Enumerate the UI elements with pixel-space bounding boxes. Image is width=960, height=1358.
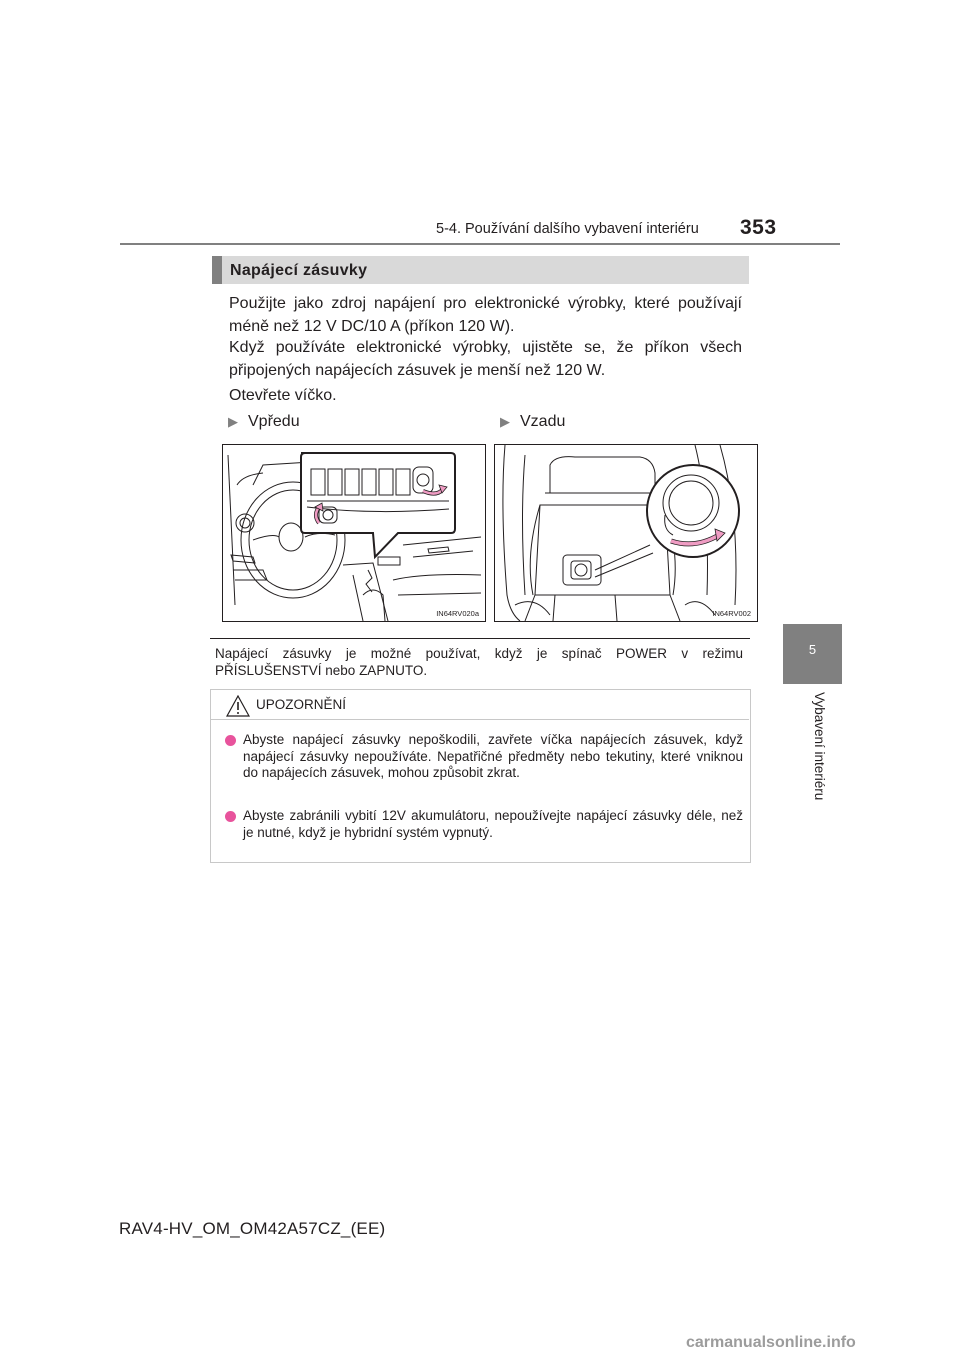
chapter-tab-label: Vybavení interiéru xyxy=(812,692,827,801)
header-rule xyxy=(120,243,840,245)
watermark[interactable]: carmanualsonline.info xyxy=(686,1334,856,1351)
body-paragraph-3: Otevřete víčko. xyxy=(229,387,337,404)
footer-model-code: RAV4-HV_OM_OM42A57CZ_(EE) xyxy=(119,1219,386,1238)
dashboard-illustration xyxy=(223,445,485,621)
body-paragraph-2: Když používáte elektronické výrobky, ujistěte se, že příkon všech připojených napájecích zásuvek je menší než 120 W. xyxy=(229,339,742,379)
page-number: 353 xyxy=(740,216,777,239)
triangle-right-icon: ▶ xyxy=(228,414,238,429)
note-rule xyxy=(210,638,750,639)
figure-label-front-text: Vpředu xyxy=(248,413,300,430)
figure-label-front xyxy=(228,413,300,431)
rear-console-illustration xyxy=(495,445,757,621)
header-section-title: 5-4. Používání dalšího vybavení interiéru xyxy=(436,221,699,237)
figure-code-rear: IN64RV002 xyxy=(712,609,751,618)
warning-header-rule xyxy=(211,719,749,720)
bullet-icon xyxy=(225,735,236,746)
note-text: Napájecí zásuvky je možné používat, když je spínač POWER v režimu PŘÍSLUŠENSTVÍ nebo ZAPNUTO. xyxy=(215,646,743,678)
chapter-tab-number: 5 xyxy=(808,642,817,657)
figure-label-rear-text: Vzadu xyxy=(520,413,566,430)
warning-triangle-icon xyxy=(226,695,250,722)
warning-item-2-text: Abyste zabránili vybití 12V akumulátoru, nepoužívejte napájecí zásuvky déle, než je nutné, když je hybridní systém vypnutý. xyxy=(243,808,743,840)
warning-title: UPOZORNĚNÍ xyxy=(256,697,347,712)
warning-item-1-text: Abyste napájecí zásuvky nepoškodili, zavřete víčka napájecích zásuvek, když napájecí zásuvky nepoužíváte. Nepatřičné předměty nebo tekutiny, které vniknou do napájecích zásuvek, mohou způsobit zkrat. xyxy=(243,732,743,780)
warning-item-1 xyxy=(225,732,743,782)
section-title: Napájecí zásuvky xyxy=(230,262,368,279)
bullet-icon xyxy=(225,811,236,822)
figure-label-rear xyxy=(500,413,565,431)
section-heading-accent xyxy=(212,256,222,284)
figure-front-dashboard xyxy=(222,444,486,622)
warning-item-2 xyxy=(225,808,743,841)
figure-rear-console xyxy=(494,444,758,622)
body-paragraph-1: Použijte jako zdroj napájení pro elektronické výrobky, které používají méně než 12 V DC/10 A (příkon 120 W). xyxy=(229,295,742,335)
figure-code-front: IN64RV020a xyxy=(436,609,479,618)
triangle-right-icon: ▶ xyxy=(500,414,510,429)
